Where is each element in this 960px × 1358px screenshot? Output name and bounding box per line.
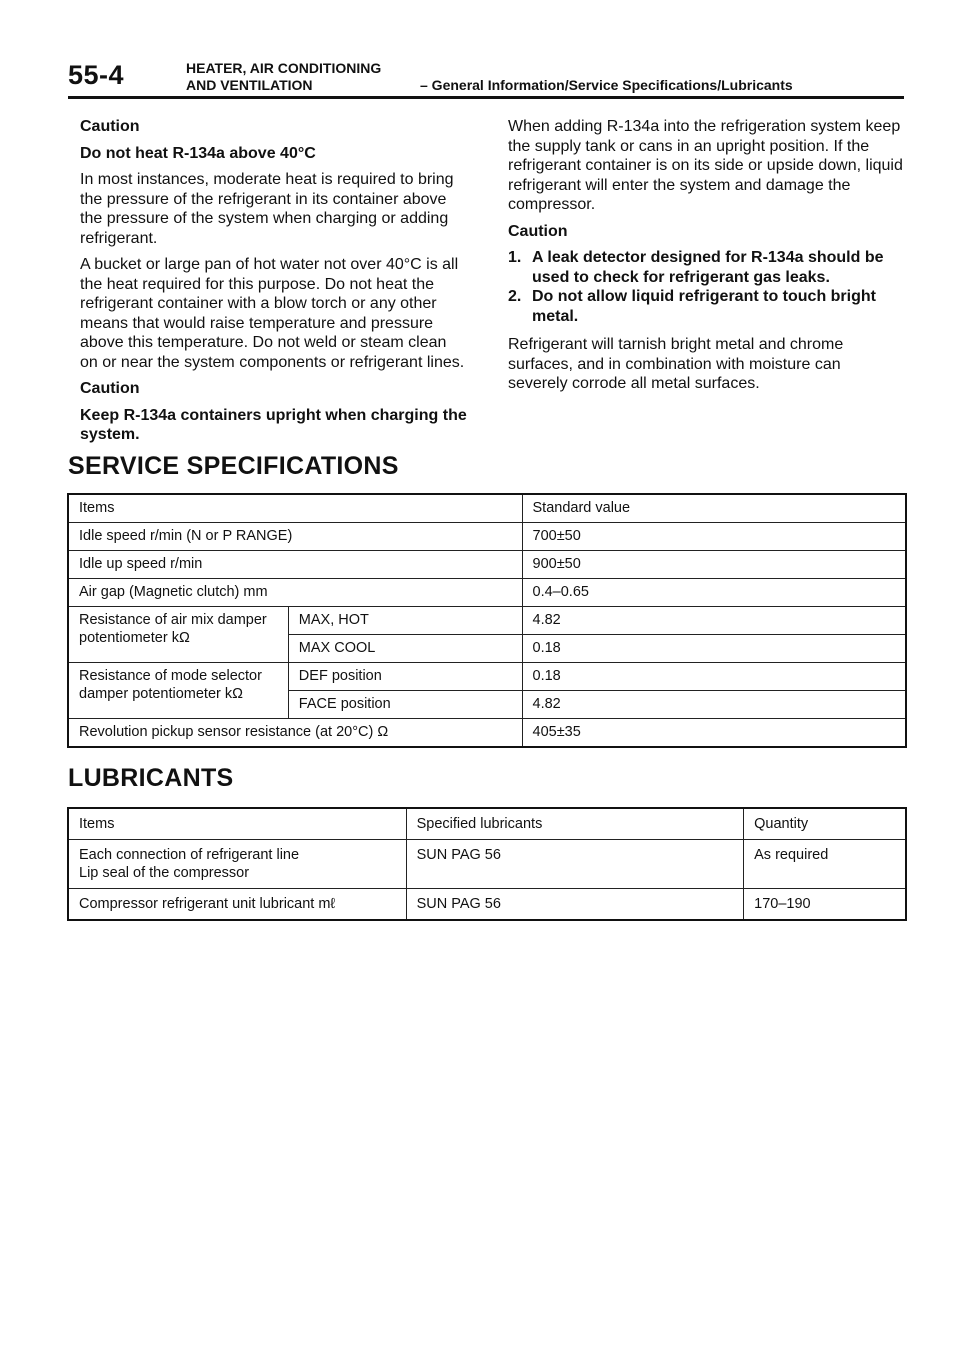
table-cell: Idle speed r/min (N or P RANGE): [69, 523, 523, 551]
header-rule: [68, 96, 904, 99]
caution-list: [508, 248, 904, 326]
table-header-cell: Items: [69, 495, 523, 523]
table-cell: 700±50: [522, 523, 906, 551]
page-number: 55-4: [68, 60, 125, 90]
lubricants-heading: LUBRICANTS: [68, 764, 234, 792]
paragraph: A bucket or large pan of hot water not over 40°C is all the heat required for this purpose. Do not heat the refrigerant container with a blow torch or any other means that would raise temperature and pressure above this temperature. Do not weld or steam clean on or near the system components or refrigerant lines.: [80, 256, 465, 371]
right-column: [508, 117, 904, 401]
table-row: [69, 607, 906, 635]
caution-list-item: 2. Do not allow liquid refrigerant to touch bright metal.: [508, 288, 876, 325]
table-header-row: [69, 809, 906, 840]
paragraph: In most instances, moderate heat is required to bring the pressure of the refrigerant in its container above the pressure of the system when charging or adding refrigerant.: [80, 171, 454, 247]
item-line: Each connection of refrigerant line: [79, 847, 300, 863]
table-header-cell: Items: [69, 809, 407, 840]
table-cell: 0.18: [522, 635, 906, 663]
table-cell: [69, 840, 407, 889]
table-row: [69, 889, 906, 920]
table-cell: Resistance of mode selector damper potentiometer kΩ: [69, 663, 289, 719]
table-cell: Compressor refrigerant unit lubricant mℓ: [69, 889, 407, 920]
caution-list-item: 1. A leak detector designed for R-134a should be used to check for refrigerant gas leaks.: [508, 249, 884, 286]
table-row: [69, 551, 906, 579]
table-cell: Resistance of air mix damper potentiometer kΩ: [69, 607, 289, 663]
table-cell: MAX, HOT: [288, 607, 522, 635]
table-cell: As required: [744, 840, 906, 889]
table-header-row: [69, 495, 906, 523]
table-header-cell: Specified lubricants: [406, 809, 744, 840]
section-title-line1: HEATER, AIR CONDITIONING: [186, 60, 382, 76]
table-cell: 900±50: [522, 551, 906, 579]
item-line: Lip seal of the compressor: [79, 865, 250, 881]
table-row: [69, 579, 906, 607]
caution-heading: Caution: [80, 118, 140, 135]
table-cell: SUN PAG 56: [406, 889, 744, 920]
table-row: [69, 719, 906, 747]
table-row: [69, 663, 906, 691]
paragraph: When adding R-134a into the refrigeration system keep the supply tank or cans in an upright position. If the refrigerant container is on its side or upside down, liquid refrigerant will enter the system and damage the compressor.: [508, 118, 903, 213]
table-cell: Revolution pickup sensor resistance (at 20°C) Ω: [69, 719, 523, 747]
table-row: [69, 523, 906, 551]
left-column: [80, 117, 468, 452]
caution-heading: Caution: [508, 222, 568, 240]
table-cell: 0.4–0.65: [522, 579, 906, 607]
table-header-cell: Standard value: [522, 495, 906, 523]
table-cell: 4.82: [522, 607, 906, 635]
section-title: [186, 60, 381, 94]
table-cell: 405±35: [522, 719, 906, 747]
table-cell: DEF position: [288, 663, 522, 691]
service-specifications-table: [68, 494, 906, 747]
service-specifications-heading: SERVICE SPECIFICATIONS: [68, 452, 399, 480]
table-cell: 4.82: [522, 691, 906, 719]
paragraph: Refrigerant will tarnish bright metal and chrome surfaces, and in combination with moisture can severely corrode all metal surfaces.: [508, 336, 844, 392]
table-cell: FACE position: [288, 691, 522, 719]
table-cell: SUN PAG 56: [406, 840, 744, 889]
table-cell: Idle up speed r/min: [69, 551, 523, 579]
section-title-line2: AND VENTILATION: [186, 77, 313, 93]
table-row: [69, 840, 906, 889]
table-header-cell: Quantity: [744, 809, 906, 840]
table-cell: 170–190: [744, 889, 906, 920]
page-header: [68, 58, 904, 98]
caution-text: Do not heat R-134a above 40°C: [80, 144, 316, 162]
table-cell: 0.18: [522, 663, 906, 691]
table-cell: Air gap (Magnetic clutch) mm: [69, 579, 523, 607]
lubricants-table: [68, 808, 906, 920]
caution-heading: Caution: [80, 380, 140, 397]
caution-text: Keep R-134a containers upright when charging the system.: [80, 406, 467, 443]
table-cell: MAX COOL: [288, 635, 522, 663]
subsection-title: – General Information/Service Specifications/Lubricants: [420, 77, 793, 93]
